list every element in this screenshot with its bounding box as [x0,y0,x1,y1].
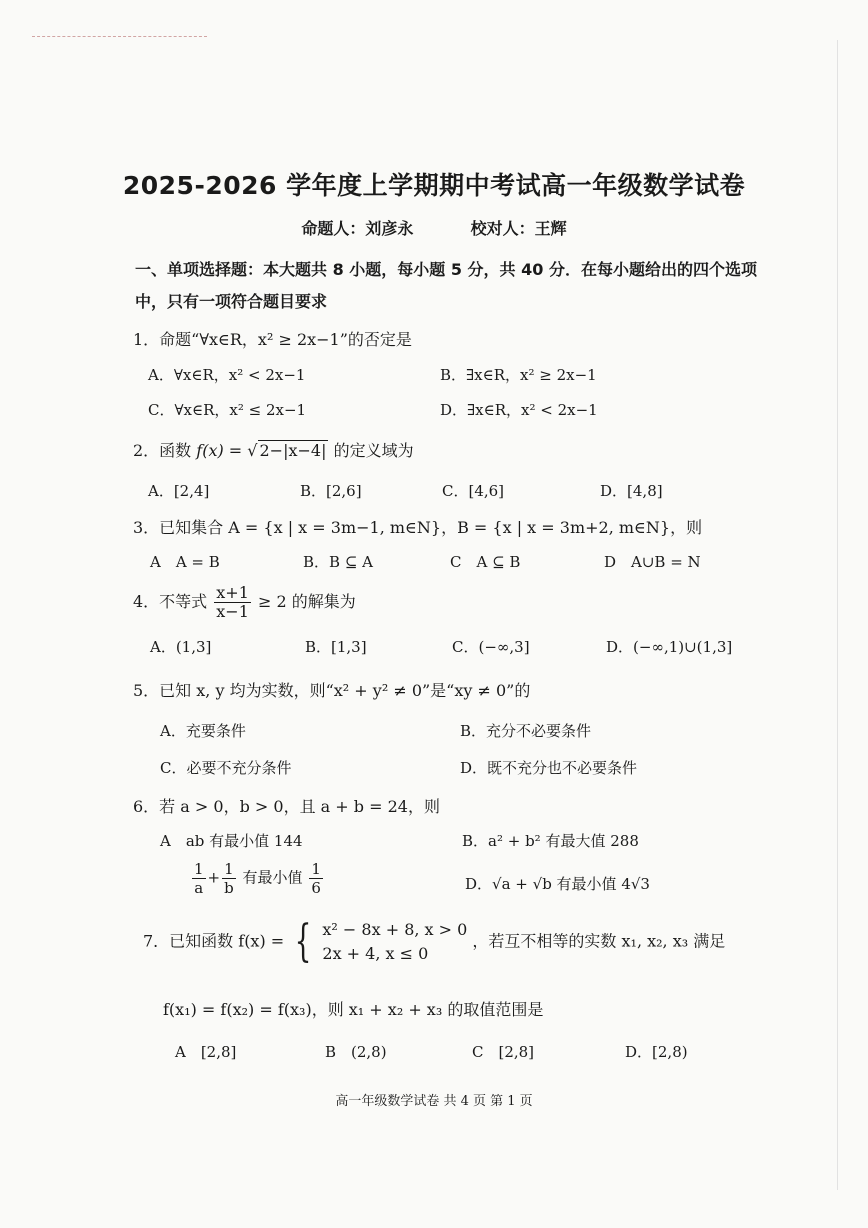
question-2-option-c: C．[4,6] [442,482,505,500]
question-5-option-b: B．充分不必要条件 [460,722,592,740]
question-4-option-d: D．(−∞,1)∪(1,3] [606,638,733,656]
question-2-option-b: B．[2,6] [300,482,362,500]
section-heading: 一、单项选择题：本大题共 8 小题，每小题 5 分，共 40 分．在每小题给出的四个选项中，只有一项符合题目要求 [135,260,757,311]
question-7-option-a: A [2,8] [175,1043,237,1061]
question-4-fraction [214,584,251,621]
question-4-fraction-numerator: x+1 [216,583,249,602]
fraction-numerator: 1 [311,860,321,878]
question-3-option-a: A A = B [150,553,220,571]
question-2-math: f(x) = [196,441,248,460]
left-brace: { [294,916,312,967]
scan-artifact [32,36,207,41]
fraction-denominator: b [224,879,234,897]
question-7-prefix: 7．已知函数 f(x) = [143,931,285,951]
reviewer: 校对人：王辉 [470,219,567,238]
question-2-option-a: A．[2,4] [148,482,210,500]
question-3-option-d: D A∪B = N [604,553,701,571]
question-2-prefix: 2．函数 [133,441,192,460]
question-6-option-a: A ab 有最小值 144 [160,832,303,850]
question-1-option-b: B．∃x∈R，x² ≥ 2x−1 [440,366,597,384]
question-7-stem [143,918,725,966]
question-5-option-c: C．必要不充分条件 [160,759,292,777]
fraction-denominator: a [194,879,204,897]
fraction-1-over-a [192,860,206,897]
page-edge [837,40,838,1190]
fraction-1-over-6 [309,860,323,897]
question-7-suffix: ，若互不相等的实数 x₁, x₂, x₃ 满足 [472,931,726,951]
question-2-stem: 2．函数 f(x) = √ 2−|x−4| 的定义域为 [133,441,414,460]
case-1: x² − 8x + 8, x > 0 [322,920,468,939]
question-4-option-c: C．(−∞,3] [452,638,530,656]
question-4-prefix: 4．不等式 [133,592,208,611]
question-4-fraction-denominator: x−1 [216,602,249,621]
exam-title: 2025-2026 学年度上学期期中考试高一年级数学试卷 [122,171,746,200]
question-4-suffix: ≥ 2 的解集为 [257,592,356,611]
option-c-text: 有最小值 [242,868,303,887]
question-2-radicand: 2−|x−4| [259,441,327,460]
question-5-option-a: A．充要条件 [160,722,246,740]
question-4-option-b: B．[1,3] [305,638,367,656]
question-6-option-c: $\frac{1}{a}$ + $\frac{1}{b}$ 有最小值 $\frac{1}{6}$ [194,860,321,897]
fraction-1-over-b [222,860,236,897]
question-5-stem: 5．已知 x, y 均为实数，则“x² + y² ≠ 0”是“xy ≠ 0”的 [133,681,531,700]
fraction-numerator: 1 [194,860,204,878]
author: 命题人：刘彦永 [301,219,414,238]
question-1-option-d: D．∃x∈R，x² < 2x−1 [440,401,598,419]
question-7-option-d: D．[2,8) [625,1043,688,1061]
question-6-option-b: B．a² + b² 有最大值 288 [462,832,639,850]
question-2-option-d: D．[4,8] [600,482,663,500]
question-4-stem [133,584,356,621]
page-footer: 高一年级数学试卷 共 4 页 第 1 页 [335,1094,533,1109]
question-4-option-a: A．(1,3] [150,638,212,656]
question-3-stem: 3．已知集合 A = {x | x = 3m−1, m∈N}，B = {x | x = 3m+2, m∈N}，则 [133,518,703,537]
piecewise-cases [322,918,467,966]
fraction-numerator: 1 [222,860,236,879]
question-2-suffix: 的定义域为 [333,441,414,460]
question-1-option-c: C．∀x∈R，x² ≤ 2x−1 [148,401,307,419]
case-2: 2x + 4, x ≤ 0 [322,944,429,963]
question-7-option-b: B (2,8) [325,1043,387,1061]
question-5-option-d: D．既不充分也不必要条件 [460,759,638,777]
question-3-option-b: B．B ⊆ A [303,553,373,571]
question-1-option-a: A．∀x∈R，x² < 2x−1 [148,366,306,384]
author-line [0,216,868,239]
question-6-stem: 6．若 a > 0，b > 0，且 a + b = 24，则 [133,797,440,816]
question-7-line-2: f(x₁) = f(x₂) = f(x₃)，则 x₁ + x₂ + x₃ 的取值范围是 [163,1000,544,1019]
question-3-option-c: C A ⊆ B [450,553,521,571]
question-1-stem: 1．命题“∀x∈R，x² ≥ 2x−1”的否定是 [133,330,412,349]
question-7-option-c: C [2,8] [472,1043,535,1061]
fraction-denominator: 6 [311,879,321,897]
question-6-option-d: D．√a + √b 有最小值 4√3 [465,875,650,893]
